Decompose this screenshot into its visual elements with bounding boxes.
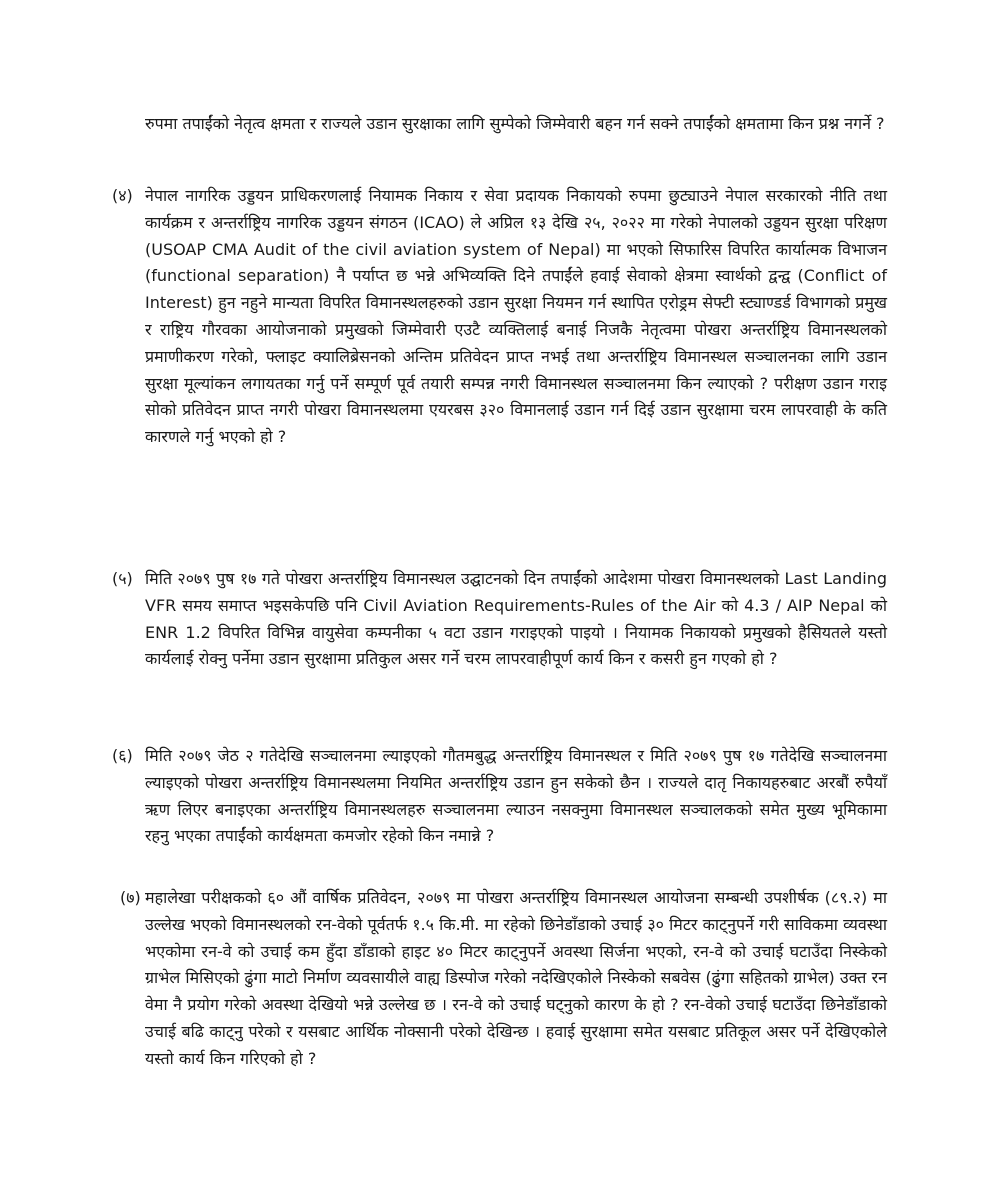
item-number-5: (५) [112, 569, 133, 588]
item-number-7: (७) [120, 888, 141, 907]
continuation-paragraph: रुपमा तपाईंको नेतृत्व क्षमता र राज्यले उडान सुरक्षाका लागि सुम्पेको जिम्मेवारी बहन गर्न सक्ने तपाईंको क्षमतामा किन प्रश्न नगर्ने ? [145, 114, 885, 133]
item-text-5: मिति २०७९ पुष १७ गते पोखरा अन्तर्राष्ट्रिय विमानस्थल उद्घाटनको दिन तपाईंको आदेशमा पोखरा विमानस्थलको Last Landing VFR समय समाप्त भइसकेपछि पनि Civil Aviation Requirements-Rules of the Air को 4.3 / AIP Nepal को ENR 1.2 विपरित विभिन्न वायुसेवा कम्पनीका ५ वटा उडान गराइएको पाइयो । नियामक निकायको प्रमुखको हैसियतले यस्तो कार्यलाई रोक्नु पर्नेमा उडान सुरक्षामा प्रतिकुल असर गर्ने चरम लापरवाहीपूर्ण कार्य किन र कसरी हुन गएको हो ? [145, 569, 887, 669]
item-text-6: मिति २०७९ जेठ २ गतेदेखि सञ्चालनमा ल्याइएको गौतमबुद्ध अन्तर्राष्ट्रिय विमानस्थल र मिति २०७९ पुष १७ गतेदेखि सञ्चालनमा ल्याइएको पोखरा अन्तर्राष्ट्रिय विमानस्थलमा नियमित अन्तर्राष्ट्रिय उडान हुन सकेको छैन । राज्यले दातृ निकायहरुबाट अरबौं रुपैयाँ ऋण लिएर बनाइएका अन्तर्राष्ट्रिय विमानस्थलहरु सञ्चालनमा ल्याउन नसक्नुमा विमानस्थल सञ्चालकको समेत मुख्य भूमिकामा रहनु भएका तपाईंको कार्यक्षमता कमजोर रहेको किन नमान्ने ? [145, 746, 887, 846]
item-number-4: (४) [112, 186, 133, 205]
item-text-4: नेपाल नागरिक उड्डयन प्राधिकरणलाई नियामक निकाय र सेवा प्रदायक निकायको रुपमा छुट्याउने नेपाल सरकारको नीति तथा कार्यक्रम र अन्तर्राष्ट्रिय नागरिक उड्डयन संगठन (ICAO) ले अप्रिल १३ देखि २५, २०२२ मा गरेको नेपालको उड्डयन सुरक्षा परिक्षण (USOAP CMA Audit of the civil aviation system of Nepal) मा भएको सिफारिस विपरित कार्यात्मक विभाजन (functional separation) नै पर्याप्त छ भन्ने अभिव्यक्ति दिने तपाईंले हवाई सेवाको क्षेत्रमा स्वार्थको द्वन्द्व (Conflict of Interest) हुन नहुने मान्यता विपरित विमानस्थलहरुको उडान सुरक्षा नियमन गर्न स्थापित एरोड्रम सेफ्टी स्ट्याण्डर्ड विभागको प्रमुख र राष्ट्रिय गौरवका आयोजनाको प्रमुखको जिम्मेवारी एउटै व्यक्तिलाई बनाई निजकै नेतृत्वमा पोखरा अन्तर्राष्ट्रिय विमानस्थलको प्रमाणीकरण गरेको, फ्लाइट क्यालिब्रेसनको अन्तिम प्रतिवेदन प्राप्त नभई तथा अन्तर्राष्ट्रिय विमानस्थल सञ्चालनका लागि उडान सुरक्षा मूल्यांकन लगायतका गर्नु पर्ने सम्पूर्ण पूर्व तयारी सम्पन्न नगरी विमानस्थल सञ्चालनमा किन ल्याएको ? परीक्षण उडान गराइ सोको प्रतिवेदन प्राप्त नगरी पोखरा विमानस्थलमा एयरबस ३२० विमानलाई उडान गर्न दिई उडान सुरक्षामा चरम लापरवाही के कति कारणले गर्नु भएको हो ? [145, 186, 887, 447]
item-text-7: महालेखा परीक्षकको ६० औं वार्षिक प्रतिवेदन, २०७९ मा पोखरा अन्तर्राष्ट्रिय विमानस्थल आयोजना सम्बन्धी उपशीर्षक (८९.२) मा उल्लेख भएको विमानस्थलको रन-वेको पूर्वतर्फ १.५ कि.मी. मा रहेको छिनेडाँडाको उचाई ३० मिटर काट्नुपर्ने गरी साविकमा व्यवस्था भएकोमा रन-वे को उचाई कम हुँदा डाँडाको हाइट ४० मिटर काट्नुपर्ने अवस्था सिर्जना भएको, रन-वे को उचाई घटाउँदा निस्केको ग्राभेल मिसिएको ढुंगा माटो निर्माण व्यवसायीले वाह्य डिस्पोज गरेको नदेखिएकोले निस्केको सबवेस (ढुंगा सहितको ग्राभेल) उक्त रन वेमा नै प्रयोग गरेको अवस्था देखियो भन्ने उल्लेख छ । रन-वे को उचाई घट्नुको कारण के हो ? रन-वेको उचाई घटाउँदा छिनेडाँडाको उचाई बढि काट्नु परेको र यसबाट आर्थिक नोक्सानी परेको देखिन्छ । हवाई सुरक्षामा समेत यसबाट प्रतिकूल असर पर्ने देखिएकोले यस्तो कार्य किन गरिएको हो ? [145, 888, 888, 1068]
item-number-6: (६) [112, 746, 133, 765]
